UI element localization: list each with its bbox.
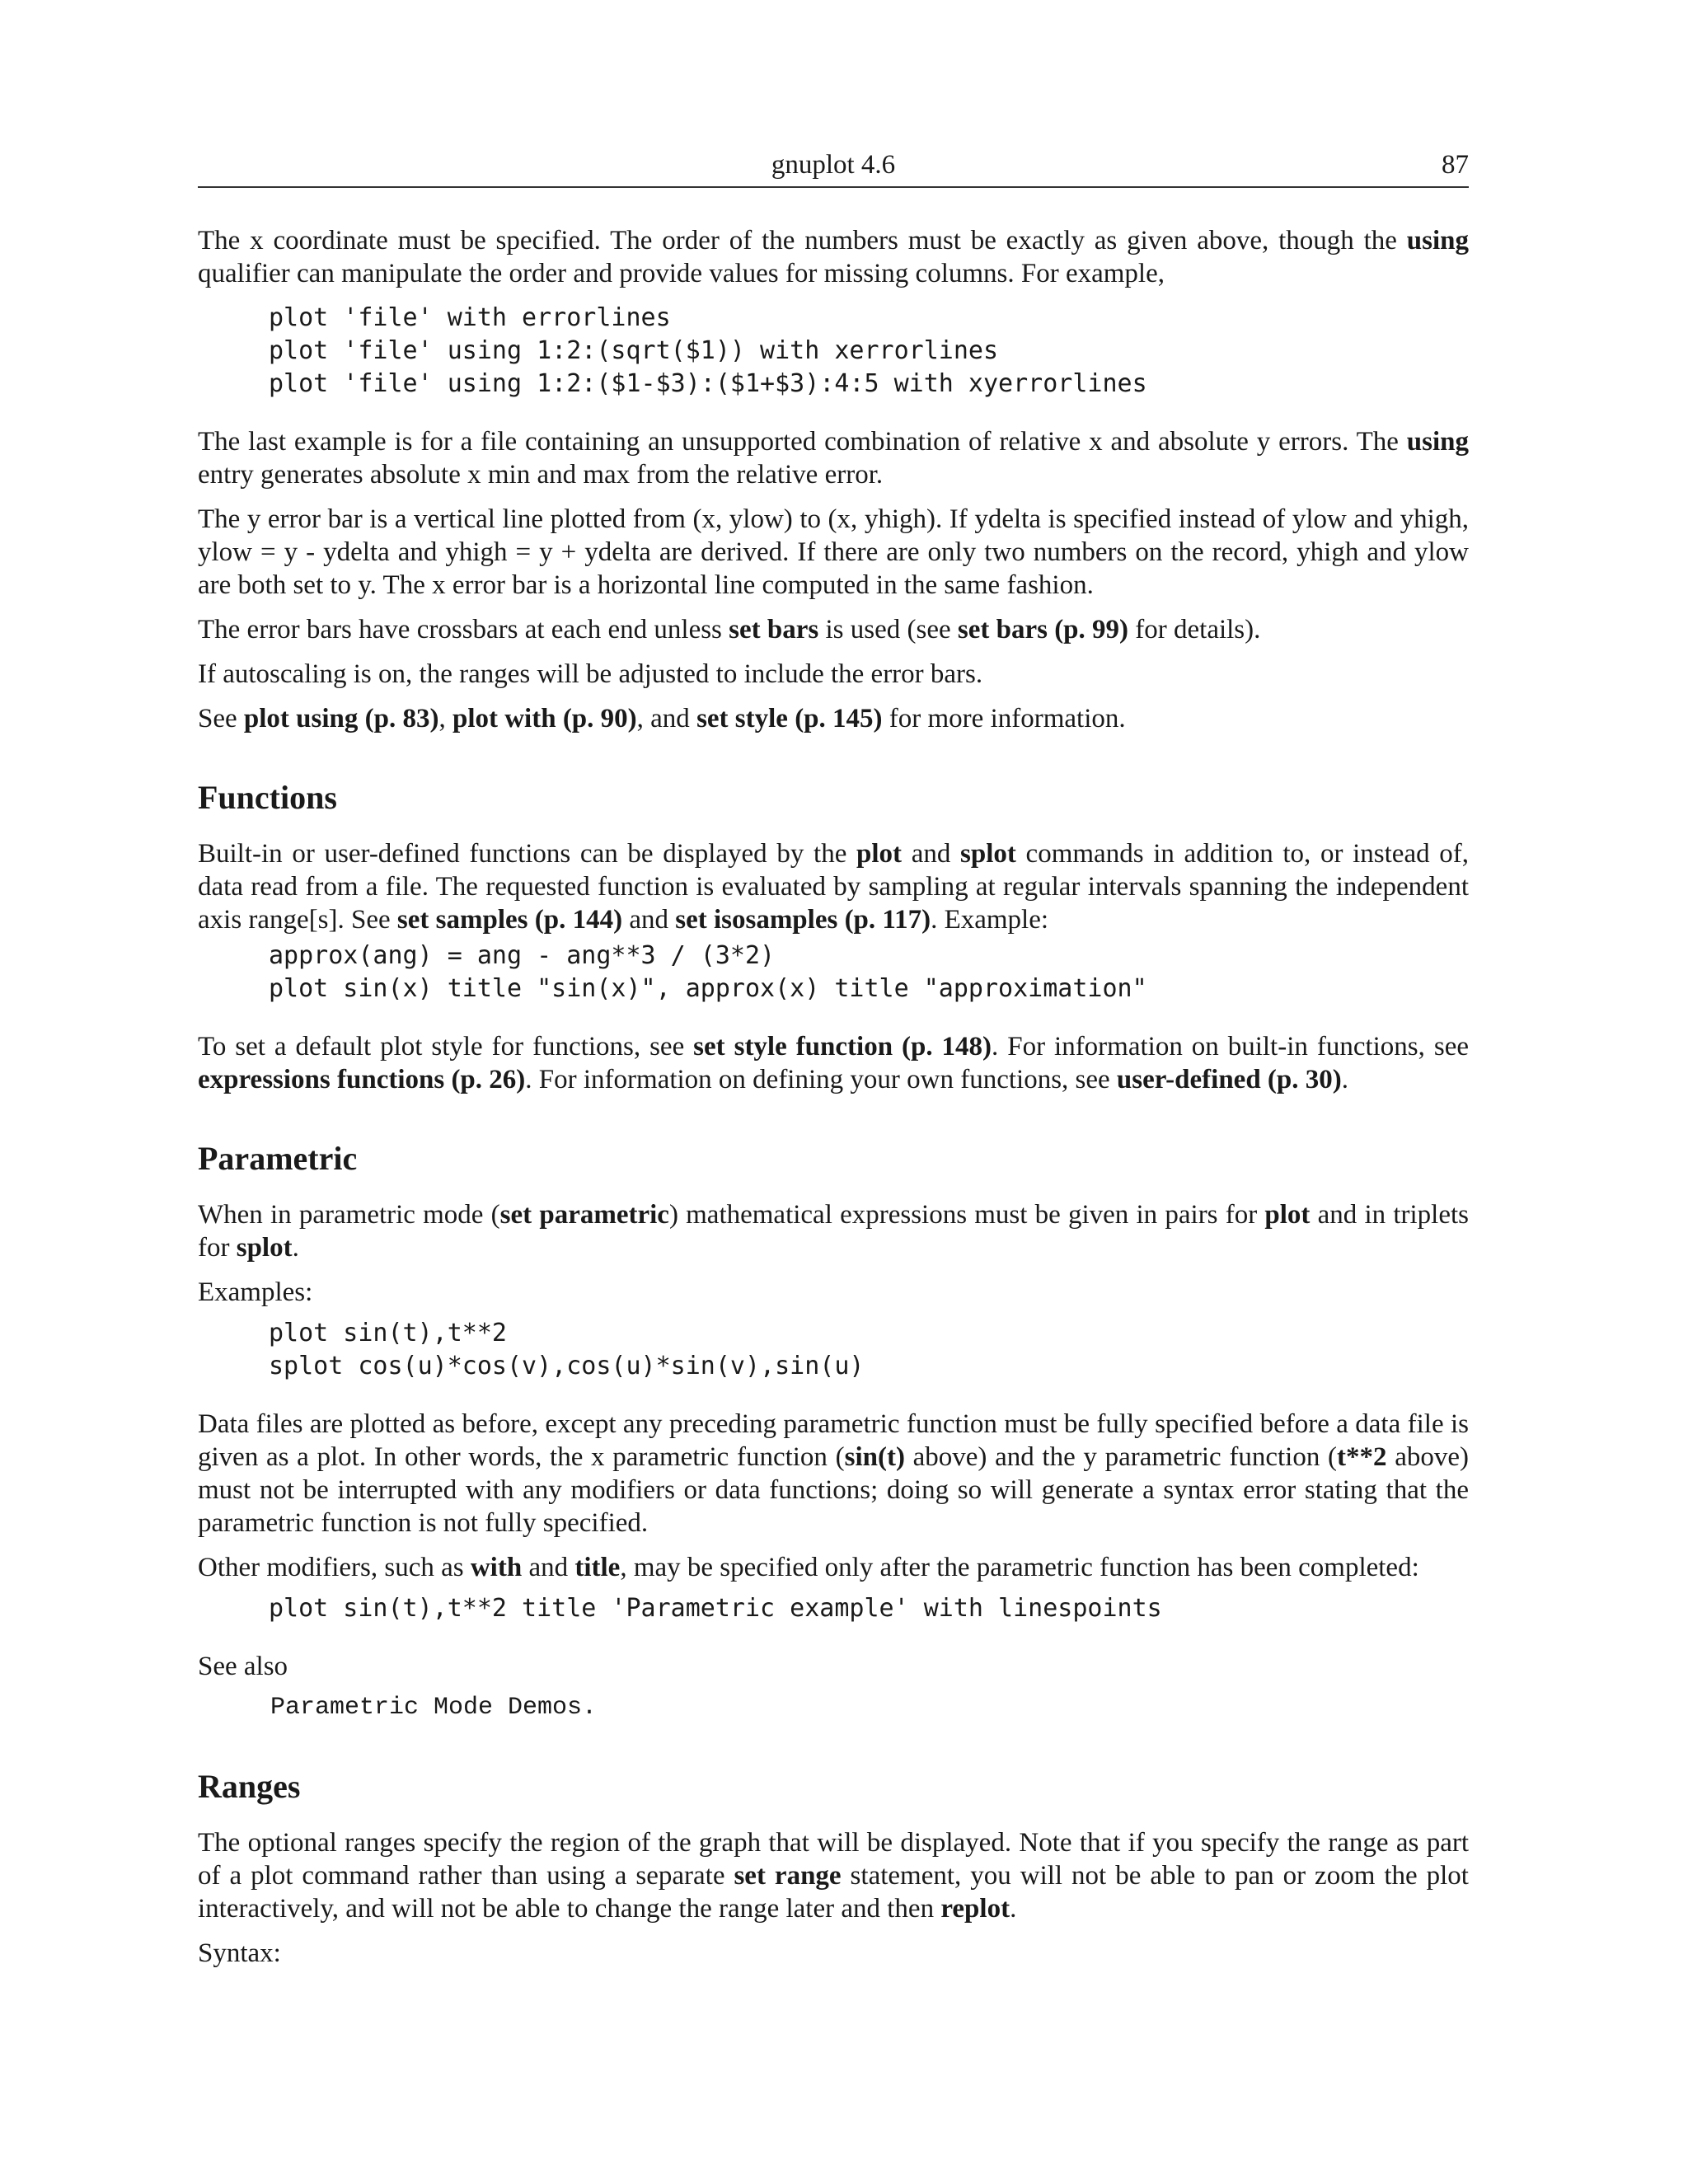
code-line: splot cos(u)*cos(v),cos(u)*sin(v),sin(u) — [269, 1352, 865, 1380]
parametric-demos-link[interactable]: Parametric Mode Demos. — [270, 1694, 598, 1722]
examples-label: Examples: — [198, 1277, 313, 1307]
cross-reference-link[interactable]: set bars (p. 99) — [957, 615, 1129, 644]
cross-reference-link[interactable]: plot using (p. 83) — [243, 704, 439, 733]
functions-code-block — [269, 940, 1469, 1005]
intro-paragraph-4: The error bars have crossbars at each end unless set bars is used (see set bars (p. 99) for details). — [198, 615, 1261, 644]
syntax-label: Syntax: — [198, 1938, 281, 1968]
code-line: plot 'file' using 1:2:($1-$3):($1+$3):4:5 with xyerrorlines — [269, 369, 1147, 398]
parametric-code-block-1 — [269, 1317, 1469, 1383]
page-body — [198, 224, 1469, 1981]
functions-paragraph-2: To set a default plot style for functions, see set style function (p. 148). For information on built-in functions, see expressions functions (p. 26). For information on defining your own functions, see user-defined (p. 30). — [198, 1032, 1469, 1094]
page-header — [198, 148, 1469, 188]
intro-paragraph-2: The last example is for a file containing an unsupported combination of relative x and absolute y errors. The using entry generates absolute x min and max from the relative error. — [198, 427, 1469, 490]
parametric-code-block-2 — [269, 1592, 1469, 1625]
cross-reference-link[interactable]: plot with (p. 90) — [452, 704, 637, 733]
intro-paragraph-6: See plot using (p. 83), plot with (p. 90), and set style (p. 145) for more information. — [198, 704, 1126, 733]
cross-reference-link[interactable]: set samples (p. 144) — [396, 905, 623, 935]
cross-reference-link[interactable]: user-defined (p. 30) — [1116, 1065, 1342, 1094]
page-number: 87 — [1442, 150, 1469, 180]
errorlines-code-block — [269, 302, 1469, 401]
code-line: approx(ang) = ang - ang**3 / (3*2) — [269, 941, 776, 970]
running-title: gnuplot 4.6 — [771, 150, 896, 180]
cross-reference-link[interactable]: expressions functions (p. 26) — [198, 1065, 526, 1094]
code-line: plot 'file' with errorlines — [269, 303, 671, 332]
parametric-paragraph-2: Data files are plotted as before, except any preceding parametric function must be fully specified before a data file is given as a plot. In other words, the x parametric function (sin(t) above) and the y parametric function (t**2 above) must not be interrupted with any modifiers or data functions; doing so will generate a syntax error stating that the parametric function is not fully specified. — [198, 1409, 1469, 1538]
code-line: plot 'file' using 1:2:(sqrt($1)) with xerrorlines — [269, 336, 999, 365]
intro-paragraph-1: The x coordinate must be specified. The order of the numbers must be exactly as given above, though the using qualifier can manipulate the order and provide values for missing columns. For example, — [198, 226, 1469, 288]
section-heading-parametric: Parametric — [198, 1140, 358, 1177]
section-heading-functions: Functions — [198, 779, 337, 816]
code-line: plot sin(x) title "sin(x)", approx(x) title "approximation" — [269, 974, 1147, 1003]
cross-reference-link[interactable]: set style function (p. 148) — [693, 1032, 992, 1062]
cross-reference-link[interactable]: set isosamples (p. 117) — [675, 905, 931, 935]
ranges-paragraph-1: The optional ranges specify the region of the graph that will be displayed. Note that if you specify the range as part of a plot command rather than using a separate set range statement, you will not be able to pan or zoom the plot interactively, and will not be able to change the range later and then replot. — [198, 1828, 1469, 1924]
cross-reference-link[interactable]: set style (p. 145) — [696, 704, 883, 733]
code-line: plot sin(t),t**2 — [269, 1319, 507, 1347]
section-heading-ranges: Ranges — [198, 1768, 301, 1805]
intro-paragraph-5: If autoscaling is on, the ranges will be adjusted to include the error bars. — [198, 659, 983, 689]
parametric-paragraph-3: Other modifiers, such as with and title, may be specified only after the parametric function has been completed: — [198, 1553, 1419, 1582]
parametric-paragraph-1: When in parametric mode (set parametric) mathematical expressions must be given in pairs for plot and in triplets for splot. — [198, 1200, 1469, 1263]
intro-paragraph-3: The y error bar is a vertical line plotted from (x, ylow) to (x, yhigh). If ydelta is specified instead of ylow and yhigh, ylow = y - ydelta and yhigh = y + ydelta are derived. If there are only two numbers on the record, yhigh and ylow are both set to y. The x error bar is a horizontal line computed in the same fashion. — [198, 504, 1469, 600]
functions-paragraph-1: Built-in or user-defined functions can be displayed by the plot and splot commands in addition to, or instead of, data read from a file. The requested function is evaluated by sampling at regular intervals spanning the independent axis range[s]. See set samples (p. 144) and set isosamples (p. 117). Example: — [198, 839, 1470, 935]
code-line: plot sin(t),t**2 title 'Parametric example' with linespoints — [269, 1594, 1162, 1623]
see-also-label: See also — [198, 1652, 288, 1681]
